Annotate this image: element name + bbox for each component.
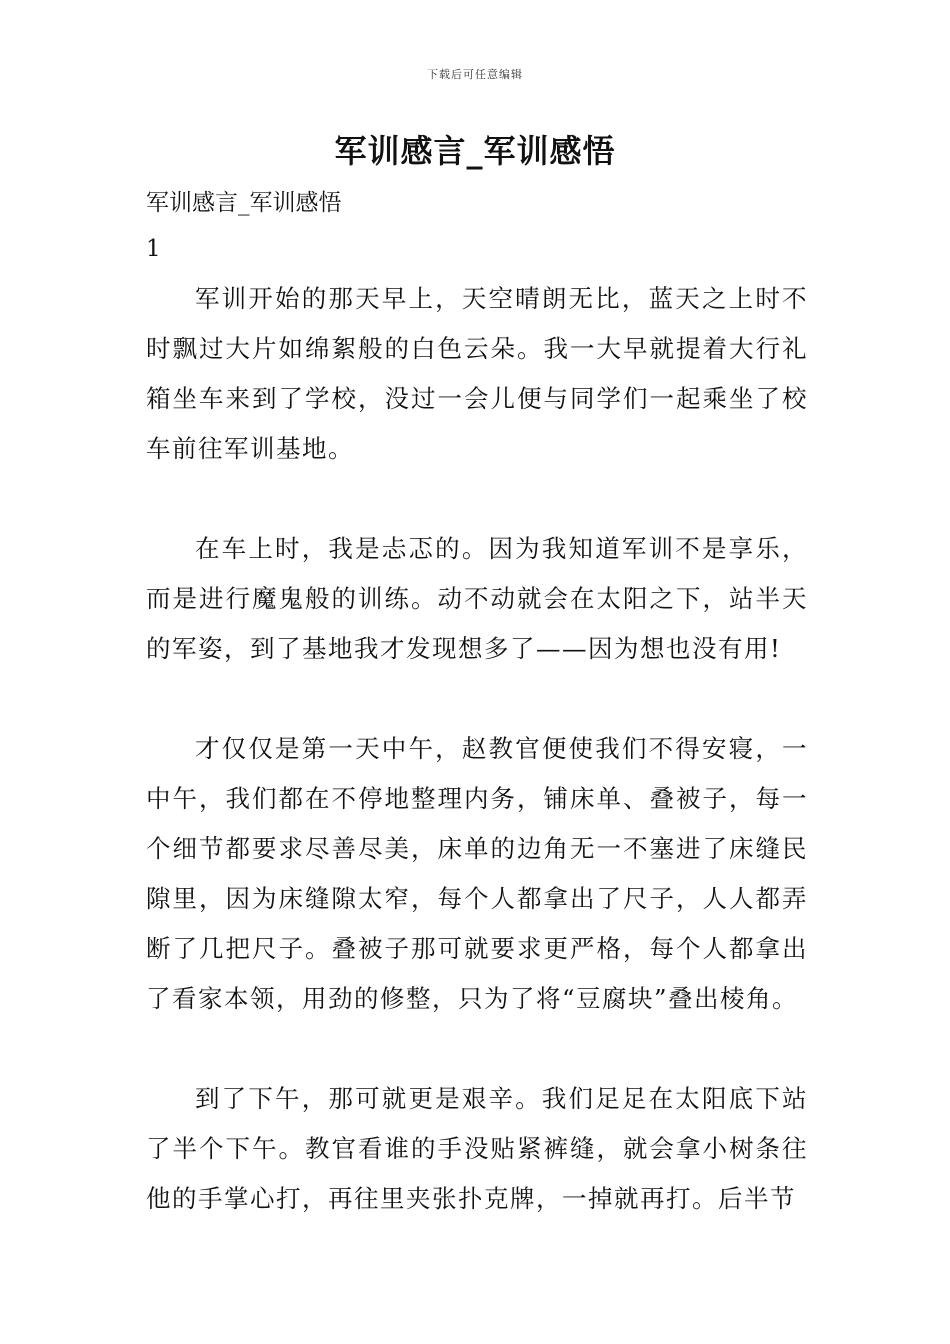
header-note: 下载后可任意编辑 [427, 68, 523, 81]
paragraph-1: 军训开始的那天早上，天空晴朗无比，蓝天之上时不时飘过大片如绵絮般的白色云朵。我一大早就提着大行礼箱坐车来到了学校，没过一会儿便与同学们一起乘坐了校车前往军训基地。 [146, 284, 808, 463]
body-text [146, 274, 808, 1274]
paragraph-2: 在车上时，我是忐忑的。因为我知道军训不是享乐，而是进行魔鬼般的训练。动不动就会在太阳之下，站半天的军姿，到了基地我才发现想多了——因为想也没有用! [146, 534, 808, 663]
document-subtitle: 军训感言_军训感悟 [146, 190, 342, 216]
paragraph-4: 到了下午，那可就更是艰辛。我们足足在太阳底下站了半个下午。教官看谁的手没贴紧裤缝，就会拿小树条往他的手掌心打，再往里夹张扑克牌，一掉就再打。后半节 [146, 1084, 808, 1213]
section-number: 1 [146, 236, 161, 262]
document-title: 军训感言_军训感悟 [334, 132, 616, 170]
paragraph-3: 才仅仅是第一天中午，赵教官便使我们不得安寝，一中午，我们都在不停地整理内务，铺床单、叠被子，每一个细节都要求尽善尽美，床单的边角无一不塞进了床缝民隙里，因为床缝隙太窄，每个人都拿出了尺子，人人都弄断了几把尺子。叠被子那可就要求更严格，每个人都拿出了看家本领，用劲的修整，只为了将“豆腐块”叠出棱角。 [146, 734, 808, 1013]
